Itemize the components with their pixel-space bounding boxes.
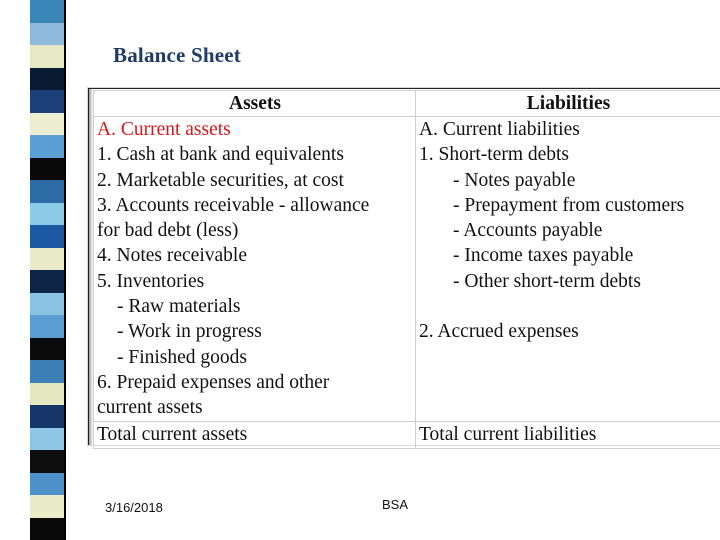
liabilities-line: 1. Short-term debts <box>419 144 570 166</box>
liabilities-column <box>416 117 720 422</box>
assets-line: 1. Cash at bank and equivalents <box>97 144 344 166</box>
stripe-segment <box>30 23 64 46</box>
total-assets: Total current assets <box>94 421 416 448</box>
assets-line: 5. Inventories <box>97 270 205 292</box>
slide-title: Balance Sheet <box>113 43 242 67</box>
stripe-segment <box>30 113 64 136</box>
header-row <box>94 91 720 117</box>
footer-center-text: BSA <box>382 497 409 512</box>
assets-column <box>94 117 416 422</box>
stripe-segment <box>30 135 64 158</box>
liabilities-line <box>419 370 718 395</box>
liabilities-line: A. Current liabilities <box>419 119 580 140</box>
stripe-segment <box>30 405 64 428</box>
assets-line: 2. Marketable securities, at cost <box>97 169 344 191</box>
liabilities-line <box>419 294 718 319</box>
stripe-segment <box>30 338 64 361</box>
stripe-segment <box>30 203 64 226</box>
stripe-segment <box>30 518 64 540</box>
stripe-segment <box>30 45 64 68</box>
stripe-segment <box>30 360 64 383</box>
stripe-segment <box>30 90 64 113</box>
stripe-segment <box>30 293 64 316</box>
liabilities-line: - Prepayment from customers <box>453 194 685 216</box>
stripe-segment <box>30 248 64 271</box>
liabilities-line: 2. Accrued expenses <box>419 321 579 343</box>
liabilities-line: - Other short-term debts <box>453 270 641 292</box>
assets-line: current assets <box>97 397 203 419</box>
stripe-segment <box>30 450 64 473</box>
stripe-segment <box>30 180 64 203</box>
stripe-segment <box>30 473 64 496</box>
balance-sheet-table <box>93 90 720 449</box>
total-row <box>94 421 720 448</box>
assets-line: - Work in progress <box>117 321 262 343</box>
footer-date: 3/16/2018 <box>105 500 163 515</box>
assets-line: 3. Accounts receivable - allowance <box>97 194 370 216</box>
liabilities-line <box>419 395 718 420</box>
assets-line: - Raw materials <box>117 296 241 318</box>
header-liabilities: Liabilities <box>416 91 720 117</box>
stripe-segment <box>30 495 64 518</box>
stripe-segment <box>30 68 64 91</box>
decorative-stripe-bar <box>30 0 66 540</box>
stripe-segment <box>30 158 64 181</box>
liabilities-line <box>419 345 718 370</box>
liabilities-line: - Notes payable <box>453 169 576 191</box>
assets-line: for bad debt (less) <box>97 220 239 242</box>
body-row <box>94 117 720 422</box>
liabilities-line: - Income taxes payable <box>453 245 634 267</box>
stripe-segment <box>30 270 64 293</box>
total-liabilities: Total current liabilities <box>416 421 720 448</box>
stripe-segment <box>30 383 64 406</box>
liabilities-line: - Accounts payable <box>453 220 603 242</box>
stripe-segment <box>30 225 64 248</box>
stripe-segment <box>30 428 64 451</box>
stripe-segment <box>30 315 64 338</box>
assets-line: - Finished goods <box>117 346 248 368</box>
assets-line: 6. Prepaid expenses and other <box>97 371 330 393</box>
assets-line: 4. Notes receivable <box>97 245 247 267</box>
assets-line: A. Current assets <box>97 119 231 140</box>
header-assets: Assets <box>94 91 416 117</box>
stripe-segment <box>30 0 64 23</box>
